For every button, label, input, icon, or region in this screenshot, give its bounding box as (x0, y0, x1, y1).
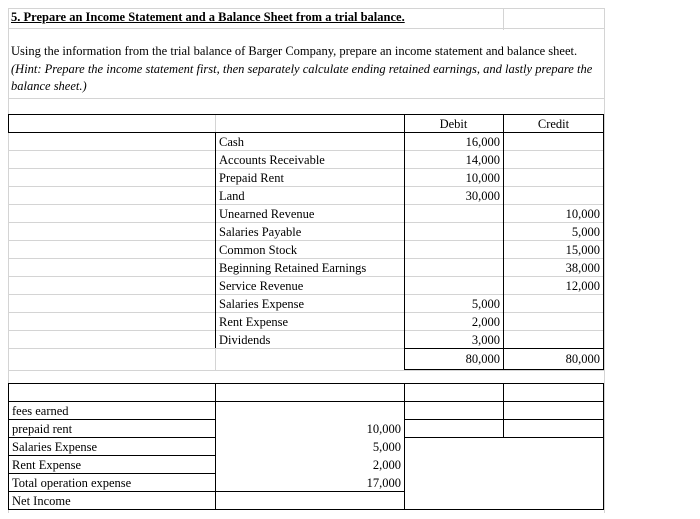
debit-cell: 10,000 (465, 171, 500, 185)
line-label: Total operation expense (12, 476, 132, 490)
debit-cell: 5,000 (471, 297, 500, 311)
line-label: Net Income (12, 494, 71, 508)
account-name: Salaries Payable (219, 225, 302, 239)
account-name: Accounts Receivable (219, 153, 325, 167)
account-name: Common Stock (219, 243, 298, 257)
credit-cell: 15,000 (565, 243, 600, 257)
instructions-text: Using the information from the trial balance of Barger Company, prepare an income statement and balance sheet. (11, 44, 578, 58)
credit-header: Credit (537, 117, 570, 131)
account-name: Salaries Expense (219, 297, 305, 311)
credit-cell: 38,000 (565, 261, 600, 275)
account-name: Beginning Retained Earnings (219, 261, 367, 275)
line-label: prepaid rent (12, 422, 73, 436)
debit-cell: 16,000 (465, 135, 500, 149)
line-label: fees earned (12, 404, 69, 418)
line-amount: 17,000 (366, 476, 401, 490)
debit-header: Debit (439, 117, 468, 131)
credit-cell: 12,000 (565, 279, 600, 293)
total-credit: 80,000 (565, 352, 600, 366)
instructions (11, 43, 596, 96)
debit-cell: 14,000 (465, 153, 500, 167)
account-name: Unearned Revenue (219, 207, 315, 221)
line-amount: 5,000 (372, 440, 401, 454)
instructions-hint: (Hint: Prepare the income statement first, then separately calculate ending retained earnings, and lastly prepare the balance sheet.) (11, 61, 593, 93)
account-name: Prepaid Rent (219, 171, 284, 185)
account-name: Cash (219, 135, 244, 149)
page-title: 5. Prepare an Income Statement and a Balance Sheet from a trial balance. (11, 10, 405, 24)
line-label: Salaries Expense (12, 440, 98, 454)
debit-cell: 2,000 (471, 315, 500, 329)
total-debit: 80,000 (465, 352, 500, 366)
line-label: Rent Expense (12, 458, 82, 472)
account-name: Land (219, 189, 245, 203)
debit-cell: 3,000 (471, 333, 500, 347)
credit-cell: 10,000 (565, 207, 600, 221)
account-name: Dividends (219, 333, 271, 347)
debit-cell: 30,000 (465, 189, 500, 203)
line-amount: 2,000 (372, 458, 401, 472)
credit-cell: 5,000 (571, 225, 600, 239)
account-name: Rent Expense (219, 315, 289, 329)
account-name: Service Revenue (219, 279, 304, 293)
line-amount: 10,000 (366, 422, 401, 436)
